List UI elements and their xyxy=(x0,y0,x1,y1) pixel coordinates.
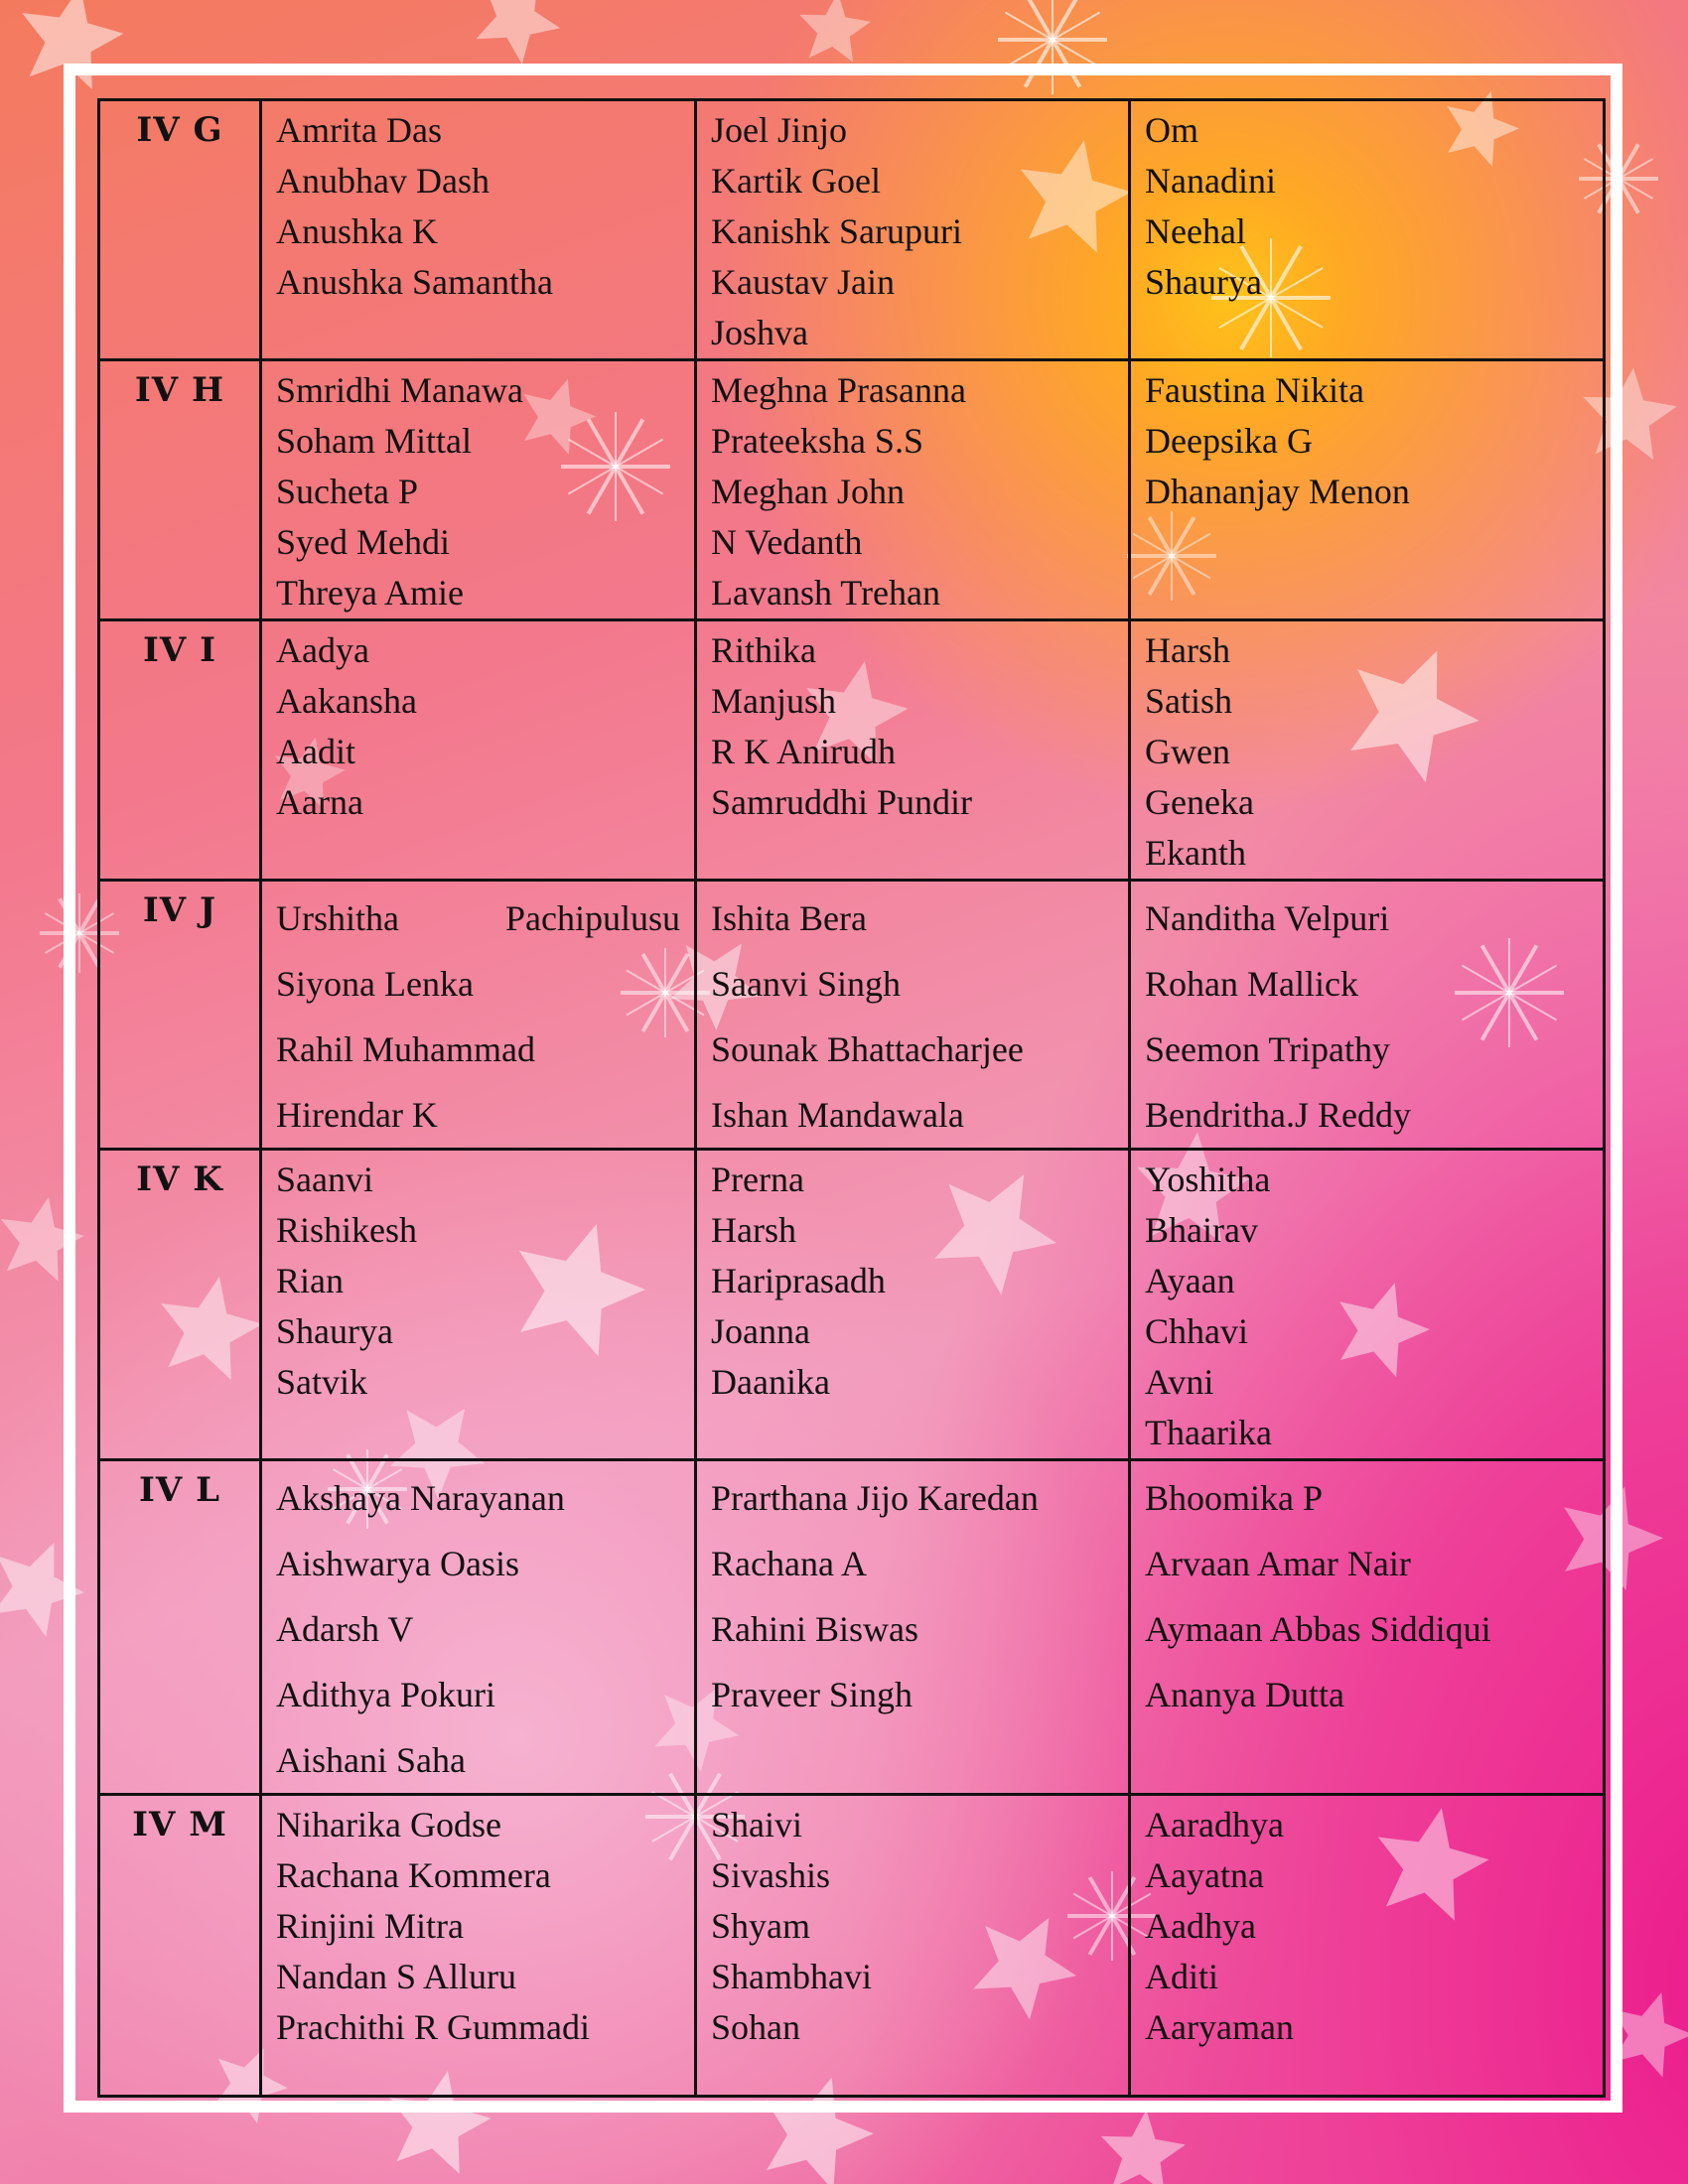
name-column-2 xyxy=(696,1150,1130,1460)
student-name: Bhairav xyxy=(1145,1210,1258,1250)
student-name: Hirendar K xyxy=(276,1095,438,1135)
student-name: Manjush xyxy=(711,681,836,721)
student-name: Meghna Prasanna xyxy=(711,370,966,410)
student-name: Geneka xyxy=(1145,782,1254,822)
section-row-iv-k xyxy=(99,1150,1605,1460)
section-label: IV H xyxy=(99,360,261,620)
student-name: Anushka K xyxy=(276,211,438,251)
student-name: Aarna xyxy=(276,782,363,822)
student-name: R K Anirudh xyxy=(711,732,897,771)
student-name: Harsh xyxy=(1145,630,1230,670)
student-name: Avni xyxy=(1145,1362,1214,1402)
student-name: Ishita Bera xyxy=(711,898,867,938)
student-name: Rithika xyxy=(711,630,816,670)
student-name: Adithya Pokuri xyxy=(276,1675,495,1714)
student-name: Rahini Biswas xyxy=(711,1609,919,1649)
student-name: Threya Amie xyxy=(276,573,464,613)
star-shape xyxy=(1101,2110,1186,2184)
student-name: Seemon Tripathy xyxy=(1145,1029,1391,1069)
name-column-1 xyxy=(261,100,696,360)
student-name: Prachithi R Gummadi xyxy=(276,2007,590,2047)
section-row-iv-j xyxy=(99,881,1605,1150)
student-name: Syed Mehdi xyxy=(276,522,450,562)
name-column-1 xyxy=(261,620,696,881)
student-name: Rachana A xyxy=(711,1544,867,1583)
student-name: Shaurya xyxy=(1145,262,1262,302)
name-column-2 xyxy=(696,620,1130,881)
name-column-2 xyxy=(696,360,1130,620)
student-name: Smridhi Manawa xyxy=(276,370,523,410)
student-name: Aadit xyxy=(276,732,355,771)
student-name: Prarthana Jijo Karedan xyxy=(711,1478,1039,1518)
student-name: Niharika Godse xyxy=(276,1805,501,1844)
student-name: Sounak Bhattacharjee xyxy=(711,1029,1024,1069)
student-name: Rinjini Mitra xyxy=(276,1906,464,1946)
student-name: Saanvi Singh xyxy=(711,964,902,1004)
student-name: Rohan Mallick xyxy=(1145,964,1358,1004)
student-name: Kaustav Jain xyxy=(711,262,895,302)
student-name: Ananya Dutta xyxy=(1145,1675,1344,1714)
name-column-1 xyxy=(261,360,696,620)
name-column-1 xyxy=(261,1460,696,1795)
section-row-iv-m xyxy=(99,1795,1605,2097)
student-name: Anushka Samantha xyxy=(276,262,553,302)
section-label: IV L xyxy=(99,1460,261,1795)
name-column-3 xyxy=(1130,1460,1605,1795)
name-column-3 xyxy=(1130,1795,1605,2097)
name-column-3 xyxy=(1130,1150,1605,1460)
student-name: Ishan Mandawala xyxy=(711,1095,964,1135)
student-name: Satish xyxy=(1145,681,1233,721)
student-name: Harsh xyxy=(711,1210,796,1250)
student-name: Yoshitha xyxy=(1145,1160,1271,1199)
name-column-1 xyxy=(261,1150,696,1460)
student-name: Aaradhya xyxy=(1145,1805,1284,1844)
name-column-2 xyxy=(696,1460,1130,1795)
student-name: Rachana Kommera xyxy=(276,1855,551,1895)
student-name: Joshva xyxy=(711,313,808,352)
student-name: Rishikesh xyxy=(276,1210,418,1250)
student-name: Aakansha xyxy=(276,681,417,721)
student-name: Faustina Nikita xyxy=(1145,370,1364,410)
student-name: Gwen xyxy=(1145,732,1230,771)
section-row-iv-h xyxy=(99,360,1605,620)
student-name: Daanika xyxy=(711,1362,830,1402)
section-row-iv-l xyxy=(99,1460,1605,1795)
student-name: Deepsika G xyxy=(1145,421,1313,461)
student-name: Thaarika xyxy=(1145,1413,1272,1452)
student-name: Aishani Saha xyxy=(276,1740,466,1780)
student-name: Om xyxy=(1145,110,1198,150)
student-name: Kartik Goel xyxy=(711,161,881,201)
student-name: Nanditha Velpuri xyxy=(1145,898,1390,938)
student-name: Aymaan Abbas Siddiqui xyxy=(1145,1609,1491,1649)
student-name: Saanvi xyxy=(276,1160,373,1199)
student-name: Anubhav Dash xyxy=(276,161,490,201)
section-row-iv-g xyxy=(99,100,1605,360)
student-name: Lavansh Trehan xyxy=(711,573,940,613)
student-name: Shaurya xyxy=(276,1311,393,1351)
name-column-2 xyxy=(696,100,1130,360)
name-column-1 xyxy=(261,1795,696,2097)
section-label: IV M xyxy=(99,1795,261,2097)
student-name: Siyona Lenka xyxy=(276,964,474,1004)
student-name: Hariprasadh xyxy=(711,1261,886,1300)
student-name: Aadya xyxy=(276,630,369,670)
name-column-3 xyxy=(1130,620,1605,881)
student-name: Amrita Das xyxy=(276,110,442,150)
student-name: Chhavi xyxy=(1145,1311,1248,1351)
student-name: Aditi xyxy=(1145,1957,1219,1996)
student-name: Meghan John xyxy=(711,472,905,511)
student-name: Sohan xyxy=(711,2007,800,2047)
student-name: Shyam xyxy=(711,1906,811,1946)
student-name: Praveer Singh xyxy=(711,1675,913,1714)
student-name: Nanadini xyxy=(1145,161,1276,201)
student-name: Aadhya xyxy=(1145,1906,1256,1946)
student-name: Joanna xyxy=(711,1311,810,1351)
student-name: Shaivi xyxy=(711,1805,803,1844)
student-name: Soham Mittal xyxy=(276,421,472,461)
student-name: Prerna xyxy=(711,1160,804,1199)
student-name: Ekanth xyxy=(1145,833,1246,873)
student-name: Rahil Muhammad xyxy=(276,1029,535,1069)
student-name: Ayaan xyxy=(1145,1261,1235,1300)
student-name: Joel Jinjo xyxy=(711,110,848,150)
student-name: Akshaya Narayanan xyxy=(276,1478,565,1518)
student-name: Kanishk Sarupuri xyxy=(711,211,962,251)
student-name: Sivashis xyxy=(711,1855,831,1895)
name-column-2 xyxy=(696,1795,1130,2097)
star-shape xyxy=(799,0,871,63)
name-column-3 xyxy=(1130,360,1605,620)
name-column-2 xyxy=(696,881,1130,1150)
star-shape xyxy=(1612,1992,1688,2078)
section-label: IV G xyxy=(99,100,261,360)
student-name: Sucheta P xyxy=(276,472,418,511)
student-name: Nandan S Alluru xyxy=(276,1957,516,1996)
section-label: IV I xyxy=(99,620,261,881)
student-name: Bendritha.J Reddy xyxy=(1145,1095,1411,1135)
section-label: IV J xyxy=(99,881,261,1150)
student-name: Neehal xyxy=(1145,211,1246,251)
student-name: N Vedanth xyxy=(711,522,863,562)
student-name: Bhoomika P xyxy=(1145,1478,1324,1518)
student-name: Dhananjay Menon xyxy=(1145,472,1410,511)
student-name: Adarsh V xyxy=(276,1609,414,1649)
student-name: Prateeksha S.S xyxy=(711,421,923,461)
name-column-3 xyxy=(1130,100,1605,360)
section-row-iv-i xyxy=(99,620,1605,881)
student-name: Arvaan Amar Nair xyxy=(1145,1544,1411,1583)
student-name: Aaryaman xyxy=(1145,2007,1294,2047)
name-column-3 xyxy=(1130,881,1605,1150)
student-name: Aayatna xyxy=(1145,1855,1264,1895)
student-name: Aishwarya Oasis xyxy=(276,1544,519,1583)
star-shape xyxy=(476,0,560,65)
section-label: IV K xyxy=(99,1150,261,1460)
student-name: Shambhavi xyxy=(711,1957,872,1996)
class-roster-table xyxy=(97,98,1606,2098)
student-name: Urshitha Pachipulusu xyxy=(276,898,680,938)
student-name: Samruddhi Pundir xyxy=(711,782,973,822)
student-name: Satvik xyxy=(276,1362,368,1402)
student-name: Rian xyxy=(276,1261,344,1300)
name-column-1 xyxy=(261,881,696,1150)
